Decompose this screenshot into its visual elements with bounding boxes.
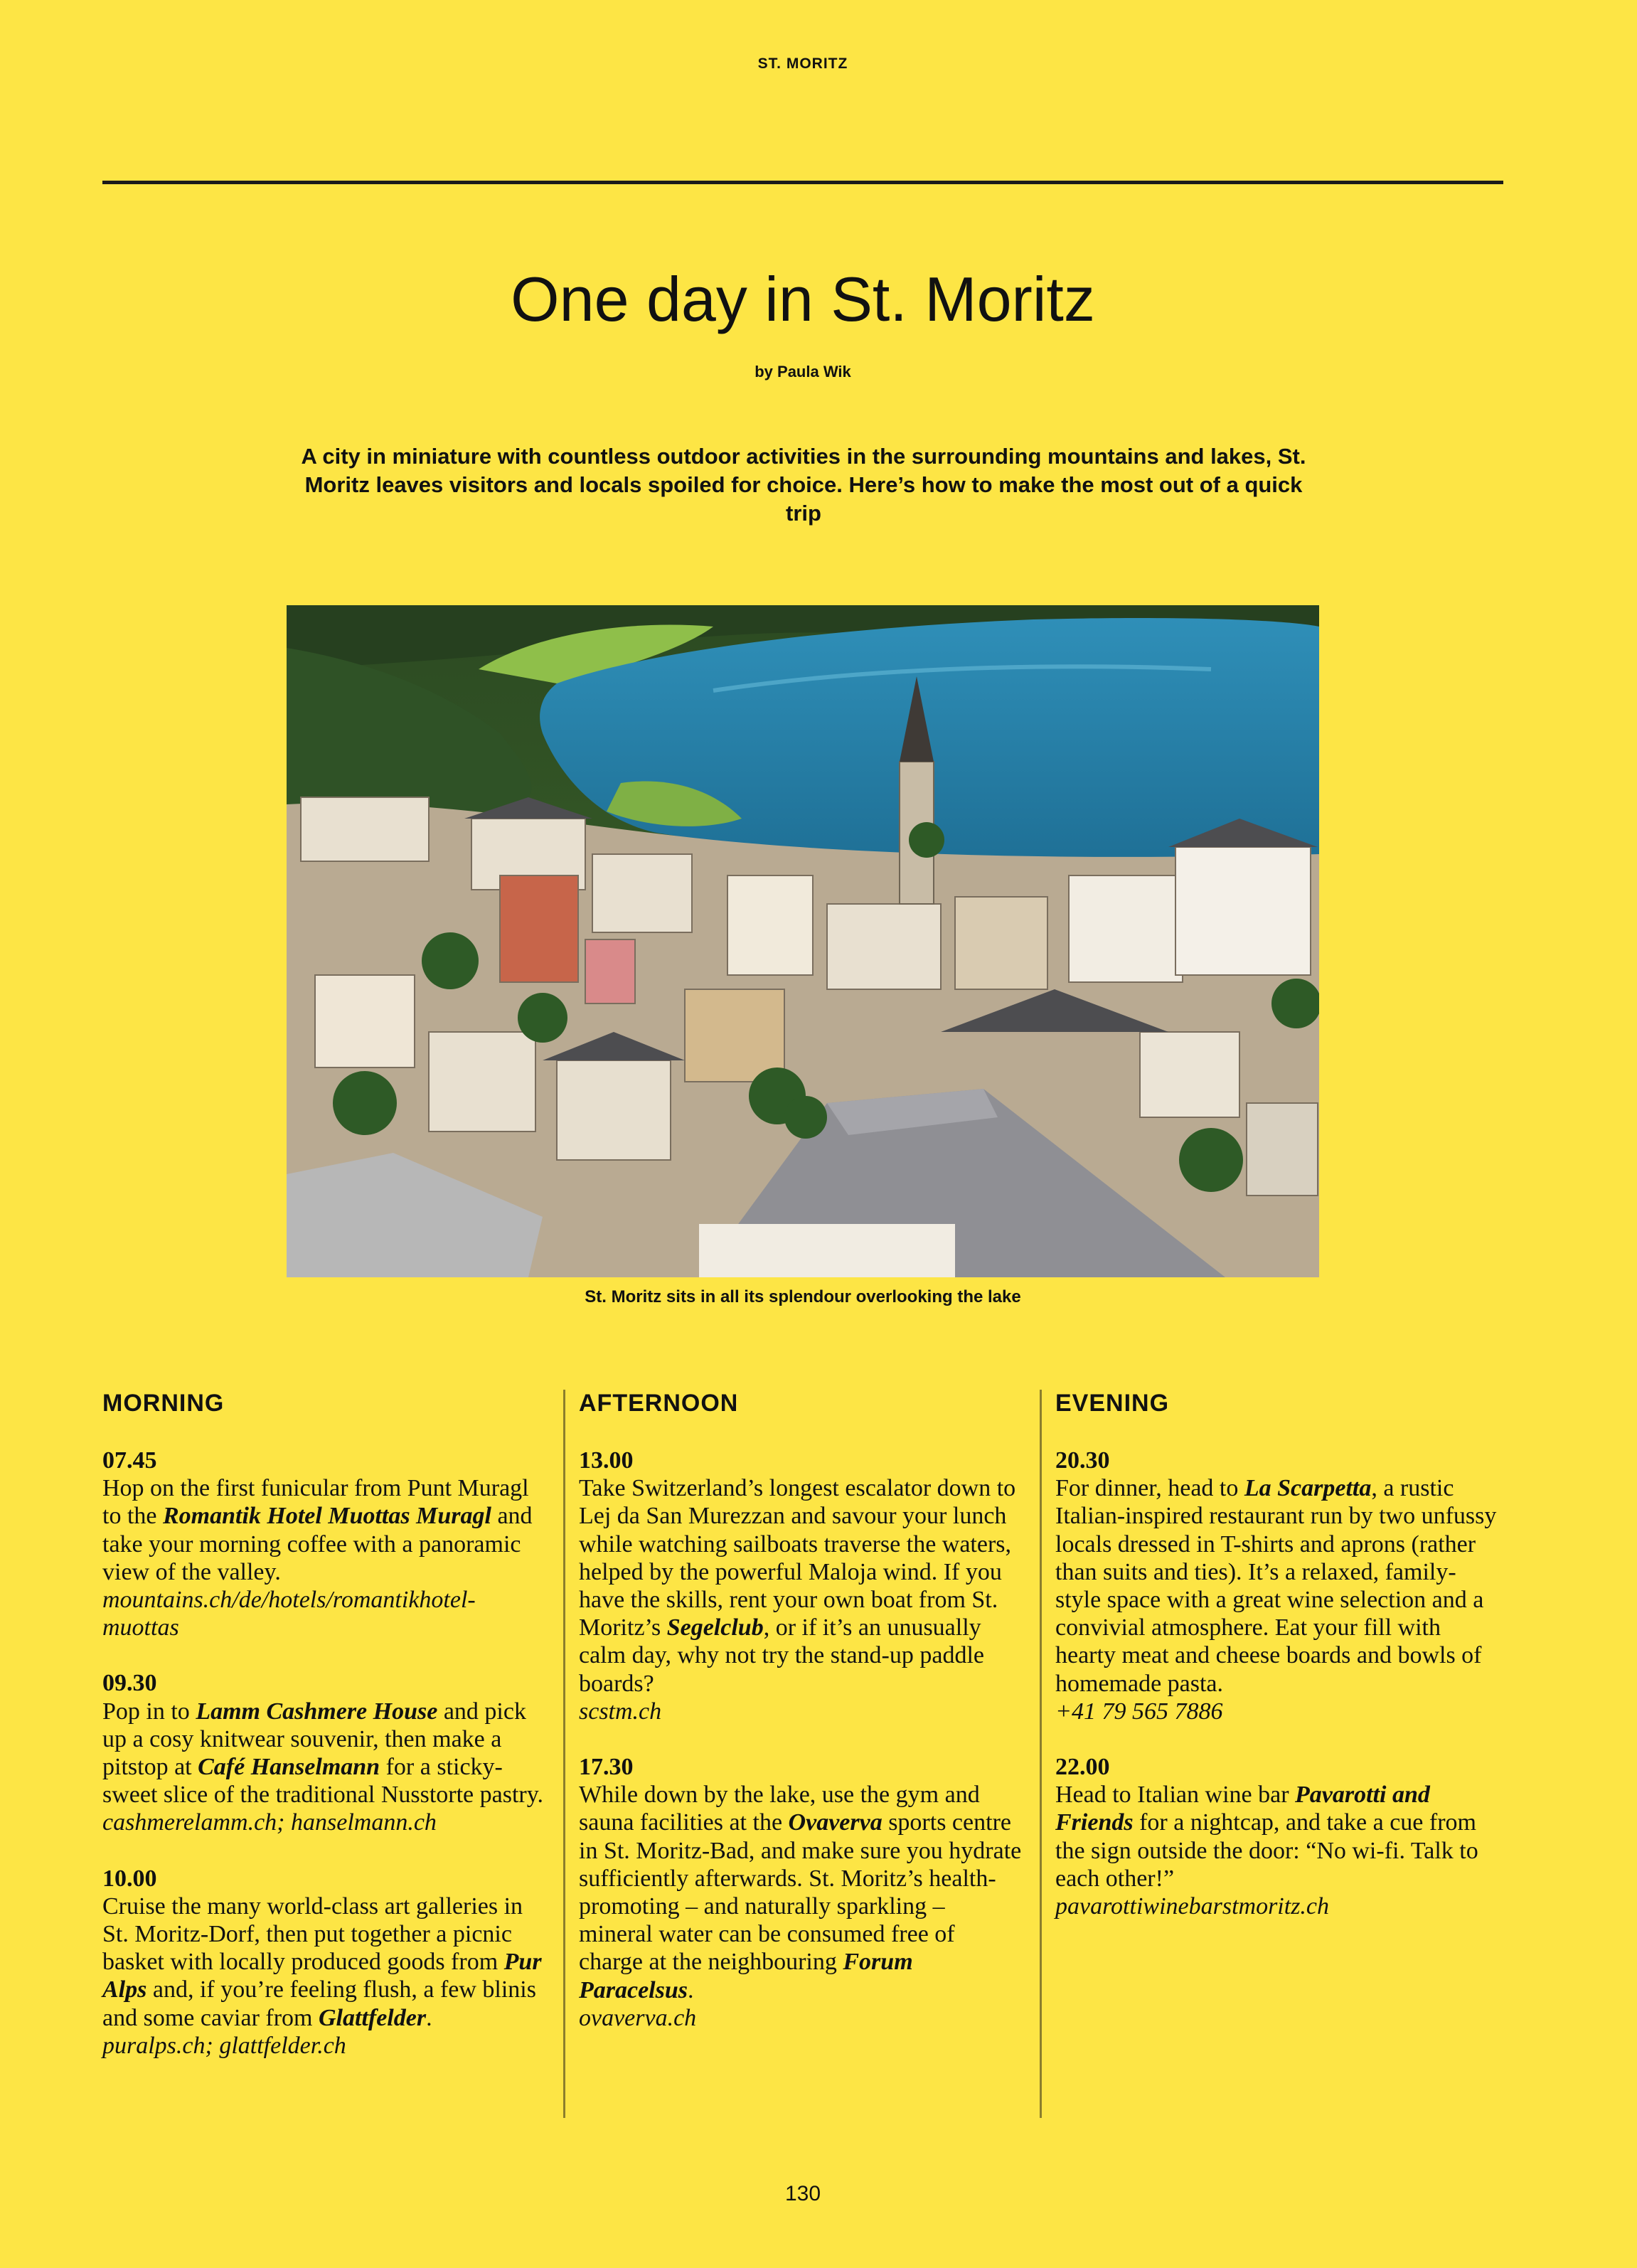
venue-name: Ovaverva — [788, 1809, 883, 1836]
entry-evening-2 — [1055, 1753, 1500, 1920]
column-divider — [1040, 1390, 1042, 2118]
entry-text: and take your morning coffee with a panoramic view of the valley. — [102, 1503, 533, 1585]
entry-text: Pop in to — [102, 1698, 196, 1725]
venue-name: Pavarotti and Friends — [1055, 1782, 1430, 1836]
entry-afternoon-1 — [579, 1447, 1023, 1725]
venue-name: Pur Alps — [102, 1949, 542, 2003]
entry-text: sports centre in St. Moritz-Bad, and make sure you hydrate sufficiently afterwards. St. Moritz’s health-promoting – and naturally sparkling – mineral water can be consumed free of charge at the neighbouring — [579, 1809, 1022, 1976]
entry-url: mountains.ch/de/hotels/romantikhotel-muottas — [102, 1587, 476, 1641]
column-morning — [102, 1390, 547, 2087]
entry-afternoon-2 — [579, 1753, 1023, 2032]
heading-morning: MORNING — [102, 1390, 225, 1417]
photo-caption: St. Moritz sits in all its splendour overlooking the lake — [585, 1287, 1021, 1306]
venue-name: Romantik Hotel Muottas Muragl — [162, 1503, 491, 1530]
entry-url: pavarottiwinebarstmoritz.ch — [1055, 1893, 1330, 1920]
entry-text: Hop on the first funicular from Punt Muragl to the — [102, 1475, 529, 1530]
page-number: 130 — [784, 2182, 821, 2205]
entry-url: ovaverva.ch — [579, 2004, 697, 2031]
entry-text: and, if you’re feeling flush, a few blinis and some caviar from — [102, 1976, 536, 2031]
top-rule — [102, 181, 1503, 184]
entry-text: for a sticky-sweet slice of the traditional Nusstorte pastry. — [102, 1754, 544, 1809]
venue-name: La Scarpetta — [1244, 1475, 1372, 1502]
entry-text: Take Switzerland’s longest escalator down to Lej da San Murezzan and savour your lunch while watching sailboats traverse the waters, helped by the powerful Maloja wind. If you have the skills, rent your own boat from St. Moritz’s — [579, 1475, 1016, 1641]
entry-text: While down by the lake, use the gym and sauna facilities at the — [579, 1782, 980, 1836]
entry-time: 20.30 — [1055, 1447, 1110, 1474]
article-title: One day in St. Moritz — [511, 264, 1095, 334]
entry-phone: +41 79 565 7886 — [1055, 1698, 1223, 1725]
section-label: ST. MORITZ — [757, 55, 848, 72]
entry-time: 07.45 — [102, 1447, 157, 1474]
hero-photo — [287, 605, 1319, 1277]
entry-text: and pick up a cosy knitwear souvenir, then make a pitstop at — [102, 1698, 526, 1781]
venue-name: Glattfelder — [319, 2004, 427, 2031]
entry-time: 09.30 — [102, 1670, 157, 1697]
intro-standfirst: A city in miniature with countless outdoor activities in the surrounding mountains and lakes, St. Moritz leaves visitors and locals spoiled for choice. Here’s how to make the most out of a quick trip — [301, 444, 1306, 526]
entry-text: For dinner, head to — [1055, 1475, 1244, 1502]
entry-time: 22.00 — [1055, 1754, 1110, 1781]
entry-time: 13.00 — [579, 1447, 634, 1474]
entry-url: cashmerelamm.ch; hanselmann.ch — [102, 1809, 437, 1836]
byline: by Paula Wik — [754, 363, 851, 380]
venue-name: Lamm Cashmere House — [196, 1698, 438, 1725]
entry-text: . — [426, 2004, 432, 2031]
column-afternoon — [579, 1390, 1023, 2060]
entry-url: puralps.ch; glattfelder.ch — [102, 2032, 346, 2059]
entry-time: 17.30 — [579, 1754, 634, 1781]
entry-text: , or if it’s an unusually calm day, why not try the stand-up paddle boards? — [579, 1614, 984, 1697]
entry-text: Cruise the many world-class art galleries in St. Moritz-Dorf, then put together a picnic basket with locally produced goods from — [102, 1892, 523, 1976]
heading-afternoon: AFTERNOON — [579, 1390, 739, 1417]
column-evening — [1055, 1390, 1500, 1948]
entry-morning-3 — [102, 1865, 547, 2060]
venue-name: Forum Paracelsus — [579, 1949, 913, 2003]
venue-name: Segelclub — [666, 1614, 764, 1641]
column-divider — [563, 1390, 565, 2118]
venue-name: Café Hanselmann — [198, 1754, 380, 1781]
heading-evening: EVENING — [1055, 1390, 1170, 1417]
entry-text: . — [688, 1976, 694, 2003]
entry-morning-1 — [102, 1447, 547, 1641]
entry-url: scstm.ch — [579, 1698, 662, 1725]
entry-evening-1 — [1055, 1447, 1500, 1725]
entry-time: 10.00 — [102, 1865, 157, 1892]
entry-text: Head to Italian wine bar — [1055, 1782, 1296, 1809]
entry-text: , a rustic Italian-inspired restaurant run by two unfussy locals dressed in T-shirts and aprons (rather than suits and ties). It’s a relaxed, family-style space with a great wine selection and a convivial atmosphere. Eat your fill with hearty meat and cheese boards and bowls of homemade pasta. — [1055, 1475, 1497, 1697]
entry-text: for a nightcap, and take a cue from the sign outside the door: “No wi-fi. Talk to each other!” — [1055, 1809, 1478, 1892]
entry-morning-2 — [102, 1669, 547, 1836]
